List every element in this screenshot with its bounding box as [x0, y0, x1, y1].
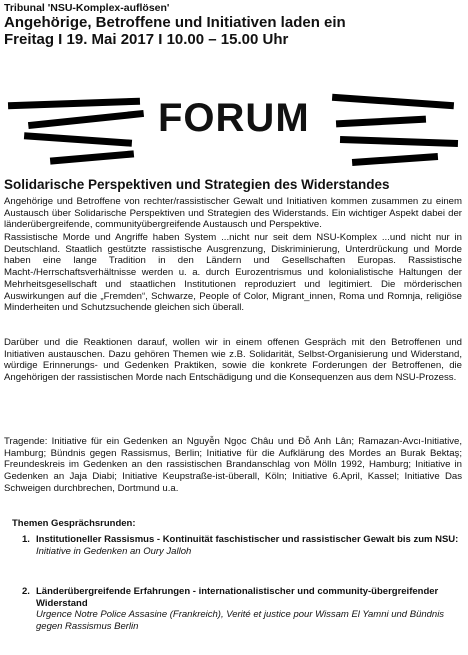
context-paragraph: Rassistische Morde und Angriffe haben System ...nicht nur seit dem NSU-Komplex ...und nicht nur in Deutschland. Staatlich gestützte rassistische Ausgrenzung, Diskriminierung, Unterdrückung und Morde haben eine lange Tradition in den Ländern und Gesellschaften Europas. Rassistische Macht-/Herrschaftsverhältnisse werden u. a. durch Eurozentrismus und kolonialistische Haltungen der Mehrheitsgesellschaft und staatlichen Institutionen reproduziert und legitimiert. Die mörderischen Auswirkungen auf die „Fremden“, Schwarze, People of Color, Migrant_innen, Roma und Romnja, religiöse Minderheiten und Schutzsuchende gleichen sich überall. — [4, 232, 462, 314]
event-headline — [4, 14, 346, 48]
topic-item — [22, 534, 462, 557]
headline-invitation: Angehörige, Betroffene und Initiativen laden ein — [4, 14, 346, 31]
decorative-bar — [340, 136, 458, 147]
decorative-bar — [352, 153, 438, 166]
topic-item — [22, 586, 462, 632]
forum-title: FORUM — [158, 96, 310, 140]
headline-date-time: Freitag I 19. Mai 2017 I 10.00 – 15.00 Uhr — [4, 31, 289, 48]
topics-heading: Themen Gesprächsrunden: — [12, 518, 136, 529]
decorative-bar — [24, 132, 132, 147]
decorative-bar — [28, 110, 144, 129]
intro-paragraph: Angehörige und Betroffene von rechter/rassistischer Gewalt und Initiativen kommen zusammen zu einem Austausch über Solidarische Perspektiven und Strategien des Widerstands. Ein wichtiger Aspekt dabei der länderübergreifende, communityübergreifende Austausch und Perspektive. — [4, 196, 462, 231]
decorative-bar — [8, 98, 140, 110]
topic-speakers: Urgence Notre Police Assasine (Frankreich), Verité et justice pour Wissam El Yamni und Bündnis gegen Rassismus Berlin — [36, 609, 445, 632]
event-kicker: Tribunal 'NSU-Komplex-auflösen' — [4, 2, 170, 14]
topic-title: Länderübergreifende Erfahrungen - internationalistischer und community-übergreifender Widerstand — [36, 586, 439, 609]
decorative-bar — [336, 116, 426, 128]
supporters-paragraph: Tragende: Initiative für ein Gedenken an Nguyễn Ngọc Châu und Đỗ Anh Lân; Ramazan-Avcı-Initiative, Hamburg; Bündnis gegen Rassismus, Berlin; Initiative für die Aufklärung des Mordes an Burak Bektaş; Freundeskreis im Gedenken an den rassistischen Brandanschlag von Mölln 1992, Hamburg; Initiative in Gedenken an Jaja Diabi; Initiative Keupstraße-ist-überall, Köln; Initiative 6.April, Kassel; Initiative Das Schweigen durchbrechen, Dortmund u.a. — [4, 436, 462, 494]
topic-number: 1. — [22, 534, 30, 545]
topic-speakers: Initiative in Gedenken an Oury Jalloh — [36, 545, 192, 557]
section-title: Solidarische Perspektiven und Strategien des Widerstandes — [4, 177, 390, 192]
topic-title: Institutioneller Rassismus - Kontinuität faschistischer und rassistischer Gewalt bis zum NSU: — [36, 534, 459, 545]
decorative-bar — [332, 94, 454, 109]
topic-number: 2. — [22, 586, 30, 597]
decorative-bar — [50, 150, 134, 164]
discussion-paragraph: Darüber und die Reaktionen darauf, wollen wir in einem offenen Gespräch mit den Betroffenen und Initiativen austauschen. Dazu gehören Themen wie z.B. Solidarität, Selbst-Organisierung und Widerstand, würdige Erinnerungs- und Gedenken Praktiken, sowie die konkrete Forderungen der Betroffenen, die Angehörigen der rassistischen Morde nach Entschädigung und die Konsequenzen aus dem NSU-Prozess. — [4, 337, 462, 384]
